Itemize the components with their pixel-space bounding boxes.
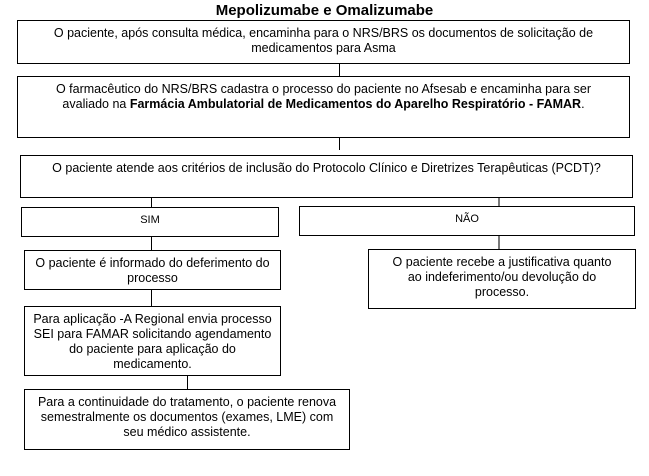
step-1-box (17, 20, 630, 64)
connector-no-step1 (498, 236, 500, 249)
step-2-text: O farmacêutico do NRS/BRS cadastra o processo do paciente no Afsesab e encaminha para ser avaliado na (55, 82, 592, 111)
connector-question-no (498, 198, 500, 206)
no-label: NÃO (455, 213, 479, 225)
step-2-box (17, 76, 630, 138)
question-text: O paciente atende aos critérios de inclusão do Protocolo Clínico e Diretrizes Terapêuticas (PCDT)? (52, 161, 601, 175)
connector-yes-1-2 (151, 290, 152, 306)
no-step-1-text: O paciente recebe a justificativa quanto ao indeferimento/ou devolução do processo. (392, 255, 612, 299)
yes-step-2-box (24, 306, 281, 376)
connector-1-2 (339, 64, 340, 76)
yes-step-3-box (24, 389, 350, 450)
connector-yes-2-3 (187, 376, 188, 389)
connector-question-yes (151, 198, 152, 207)
step-1-text: O paciente, após consulta médica, encaminha para o NRS/BRS os documentos de solicitação de medicamentos para Asma (53, 26, 594, 55)
yes-step-1-text: O paciente é informado do deferimento do processo (35, 256, 270, 285)
no-label-box (299, 206, 635, 236)
yes-step-2-text: Para aplicação -A Regional envia processo SEI para FAMAR solicitando agendamento do paciente para aplicação do medicamento. (33, 312, 272, 371)
connector-yes-step1 (151, 237, 152, 250)
diagram-title: Mepolizumabe e Omalizumabe (215, 2, 434, 19)
yes-label: SIM (140, 214, 160, 226)
connector-2-3 (339, 138, 340, 150)
no-step-1-box (368, 249, 636, 309)
yes-label-box (21, 207, 279, 237)
step-2-period: . (581, 97, 585, 111)
question-box (20, 155, 633, 198)
step-2-famar: Farmácia Ambulatorial de Medicamentos do Aparelho Respiratório - FAMAR (129, 97, 582, 111)
yes-step-1-box (24, 250, 281, 290)
yes-step-3-text: Para a continuidade do tratamento, o paciente renova semestralmente os documentos (exames, LME) com seu médico assistente. (37, 395, 337, 439)
